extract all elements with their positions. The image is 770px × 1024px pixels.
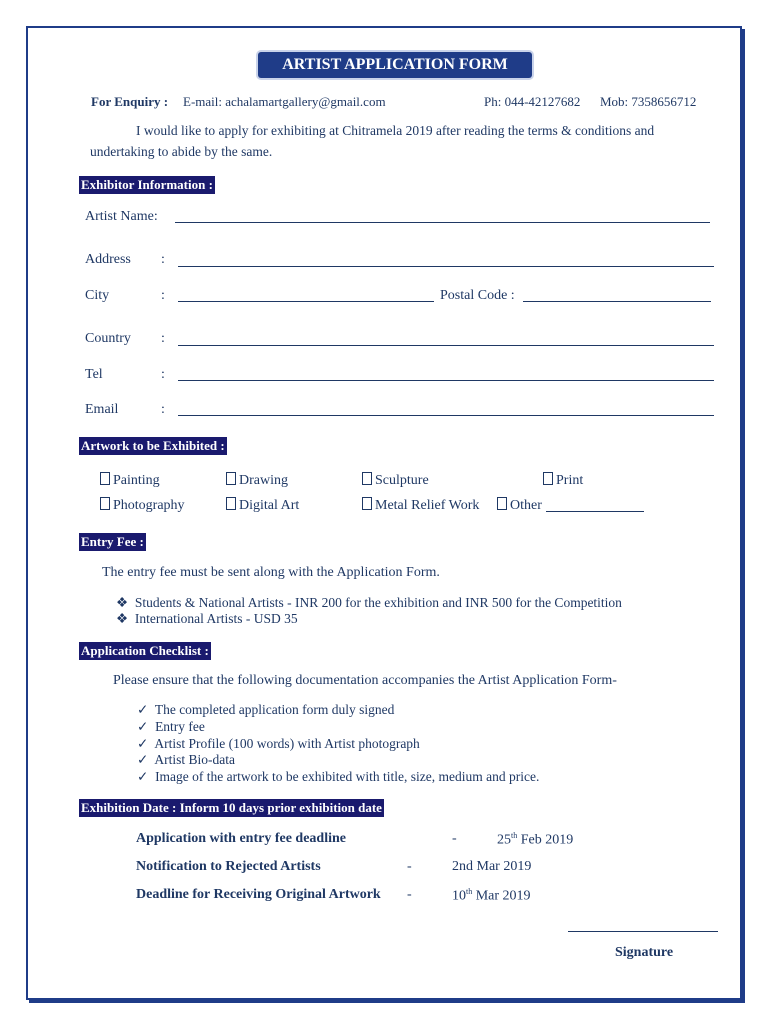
checkbox-label: Painting bbox=[113, 473, 160, 488]
email-colon: : bbox=[161, 402, 165, 417]
list-item bbox=[137, 702, 394, 718]
checkbox-photography[interactable] bbox=[100, 497, 185, 514]
date-rest: Feb 2019 bbox=[517, 832, 574, 848]
list-item bbox=[116, 595, 622, 611]
checkbox-icon bbox=[362, 497, 372, 510]
entry-fee-text: The entry fee must be sent along with the Application Form. bbox=[102, 565, 440, 580]
section-entry-fee-heading: Entry Fee : bbox=[81, 534, 144, 549]
list-item-text: Students & National Artists - INR 200 for the exhibition and INR 500 for the Competition bbox=[134, 595, 622, 610]
checkbox-metal-relief[interactable] bbox=[362, 497, 479, 514]
signature-field[interactable] bbox=[568, 931, 718, 932]
date-row-label: Application with entry fee deadline bbox=[136, 831, 346, 846]
country-colon: : bbox=[161, 331, 165, 346]
checkbox-drawing[interactable] bbox=[226, 472, 288, 489]
list-item bbox=[137, 736, 420, 752]
date-row-value bbox=[452, 887, 531, 905]
date-row-value bbox=[452, 859, 531, 875]
list-item-text: The completed application form duly signed bbox=[154, 702, 395, 717]
checkbox-icon bbox=[100, 497, 110, 510]
tel-label: Tel bbox=[85, 367, 103, 382]
list-item bbox=[137, 752, 235, 768]
list-item bbox=[137, 769, 539, 785]
checkbox-icon bbox=[497, 497, 507, 510]
artist-name-label: Artist Name: bbox=[85, 209, 158, 224]
date-row-value bbox=[497, 831, 573, 849]
section-dates-heading: Exhibition Date : Inform 10 days prior exhibition date bbox=[81, 800, 382, 815]
checkmark-icon: ✓ bbox=[137, 752, 149, 767]
checkmark-icon: ✓ bbox=[137, 702, 149, 717]
checkbox-icon bbox=[226, 497, 236, 510]
date-row-dash: - bbox=[407, 859, 412, 874]
checkmark-icon: ✓ bbox=[137, 736, 149, 751]
list-item bbox=[137, 719, 205, 735]
section-artwork-heading: Artwork to be Exhibited : bbox=[81, 438, 225, 453]
checkbox-label: Digital Art bbox=[239, 498, 300, 513]
checkbox-icon bbox=[543, 472, 553, 485]
date-day: 25 bbox=[497, 832, 511, 848]
checkbox-sculpture[interactable] bbox=[362, 472, 429, 489]
list-item-text: Image of the artwork to be exhibited with title, size, medium and price. bbox=[155, 769, 540, 784]
tel-colon: : bbox=[161, 367, 165, 382]
checkbox-label: Photography bbox=[113, 498, 185, 513]
date-day: 2nd Mar 2019 bbox=[452, 859, 532, 874]
enquiry-label: For Enquiry : bbox=[91, 94, 169, 109]
checkbox-icon bbox=[100, 472, 110, 485]
checkbox-other[interactable] bbox=[497, 497, 542, 514]
diamond-bullet-icon: ❖ bbox=[116, 595, 129, 610]
list-item-text: Artist Profile (100 words) with Artist photograph bbox=[154, 736, 420, 751]
list-item-text: Artist Bio-data bbox=[154, 752, 235, 767]
city-colon: : bbox=[161, 288, 165, 303]
email-field[interactable] bbox=[178, 415, 714, 416]
checkbox-label: Other bbox=[510, 498, 542, 513]
enquiry-email: E-mail: achalamartgallery@gmail.com bbox=[183, 94, 386, 109]
country-label: Country bbox=[85, 331, 131, 346]
checkbox-print[interactable] bbox=[543, 472, 583, 489]
enquiry-mobile: Mob: 7358656712 bbox=[600, 94, 697, 109]
section-exhibitor-heading: Exhibitor Information : bbox=[81, 177, 213, 192]
checkbox-label: Print bbox=[556, 473, 584, 488]
date-day: 10 bbox=[452, 888, 466, 904]
checkbox-label: Drawing bbox=[239, 473, 288, 488]
checklist-text: Please ensure that the following documentation accompanies the Artist Application Form- bbox=[113, 673, 617, 688]
checkmark-icon: ✓ bbox=[137, 769, 149, 784]
postal-code-label: Postal Code : bbox=[440, 288, 515, 303]
postal-code-field[interactable] bbox=[523, 301, 711, 302]
city-label: City bbox=[85, 288, 110, 303]
checkbox-digital-art[interactable] bbox=[226, 497, 299, 514]
checkbox-label: Metal Relief Work bbox=[375, 498, 480, 513]
date-row-label: Deadline for Receiving Original Artwork bbox=[136, 887, 381, 902]
list-item bbox=[116, 611, 298, 627]
date-suffix: th bbox=[466, 887, 473, 896]
signature-label: Signature bbox=[615, 945, 674, 960]
email-label: Email bbox=[85, 402, 119, 417]
other-field[interactable] bbox=[546, 511, 644, 512]
address-colon: : bbox=[161, 252, 165, 267]
list-item-text: Entry fee bbox=[155, 719, 205, 734]
date-rest: Mar 2019 bbox=[472, 888, 531, 904]
date-row-dash: - bbox=[452, 831, 457, 846]
section-checklist-heading: Application Checklist : bbox=[81, 643, 209, 658]
enquiry-phone: Ph: 044-42127682 bbox=[484, 94, 581, 109]
artist-name-field[interactable] bbox=[175, 222, 710, 223]
address-label: Address bbox=[85, 252, 131, 267]
intro-paragraph: I would like to apply for exhibiting at Chitramela 2019 after reading the terms & conditions and undertaking to abide by the same. bbox=[90, 123, 655, 159]
date-row-label: Notification to Rejected Artists bbox=[136, 859, 321, 874]
checkbox-icon bbox=[362, 472, 372, 485]
city-field[interactable] bbox=[178, 301, 434, 302]
checkbox-label: Sculpture bbox=[375, 473, 429, 488]
tel-field[interactable] bbox=[178, 380, 714, 381]
date-row-dash: - bbox=[407, 887, 412, 902]
country-field[interactable] bbox=[178, 345, 714, 346]
form-title: ARTIST APPLICATION FORM bbox=[258, 52, 532, 78]
diamond-bullet-icon: ❖ bbox=[116, 611, 129, 626]
checkbox-painting[interactable] bbox=[100, 472, 160, 489]
list-item-text: International Artists - USD 35 bbox=[134, 611, 298, 626]
checkmark-icon: ✓ bbox=[137, 719, 149, 734]
date-suffix: th bbox=[511, 831, 518, 840]
checkbox-icon bbox=[226, 472, 236, 485]
address-field[interactable] bbox=[178, 266, 714, 267]
